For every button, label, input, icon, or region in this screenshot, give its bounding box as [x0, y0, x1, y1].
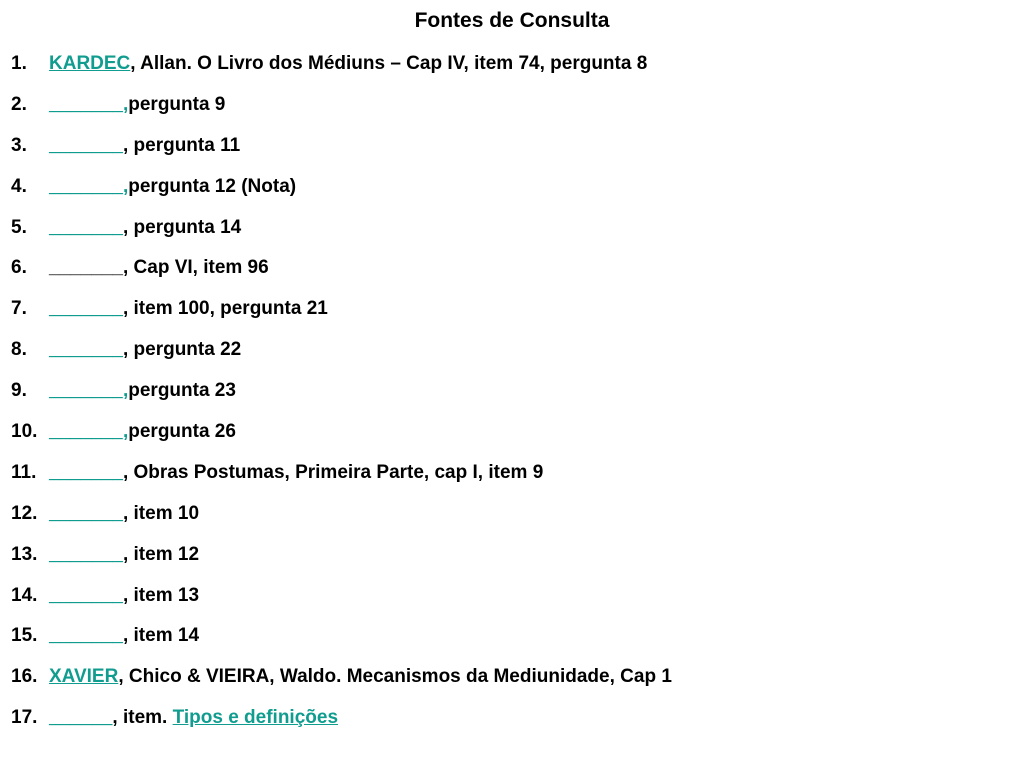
item-number: 7. [11, 298, 27, 320]
reference-item-16 [11, 664, 672, 705]
reference-text: , pergunta 11 [122, 134, 241, 156]
reference-text: pergunta 12 (Nota) [128, 175, 297, 197]
reference-item-2 [11, 92, 672, 133]
author-link-xavier[interactable]: XAVIER [49, 666, 119, 688]
item-number: 1. [11, 53, 27, 74]
item-number: 12. [11, 502, 38, 524]
reference-item-6 [11, 255, 672, 296]
item-number: 14. [11, 584, 38, 606]
item-number: 15. [11, 625, 38, 647]
tipos-e-definicoes-link[interactable]: Tipos e definições [172, 707, 339, 729]
ditto-link[interactable]: _______ [49, 298, 123, 320]
reference-text: , Chico & VIEIRA, Waldo. Mecanismos da Mediunidade, Cap 1 [118, 666, 672, 688]
reference-item-5 [11, 215, 672, 256]
item-number: 16. [11, 666, 38, 688]
ditto-link[interactable]: _______, [49, 93, 129, 115]
reference-text: , item 10 [122, 502, 200, 524]
reference-item-7 [11, 296, 672, 337]
reference-text: , Cap VI, item 96 [122, 257, 269, 279]
ditto-link[interactable]: _______ [49, 134, 123, 156]
ditto-link[interactable]: _______, [49, 421, 129, 443]
reference-text: pergunta 9 [128, 93, 226, 115]
reference-item-10 [11, 419, 672, 460]
reference-text: pergunta 23 [128, 380, 236, 402]
reference-list [11, 51, 672, 746]
ditto-link[interactable]: ______ [49, 707, 113, 729]
author-link-kardec[interactable]: KARDEC [49, 53, 131, 74]
reference-item-4 [11, 174, 672, 215]
ditto-link[interactable]: _______ [49, 216, 123, 238]
reference-item-13 [11, 542, 672, 583]
item-number: 8. [11, 339, 27, 361]
reference-item-11 [11, 460, 672, 501]
item-number: 2. [11, 93, 27, 115]
ditto-link[interactable]: _______ [49, 543, 123, 565]
reference-item-3 [11, 133, 672, 174]
reference-text: , pergunta 22 [122, 339, 242, 361]
reference-item-14 [11, 583, 672, 624]
ditto-link[interactable]: _______ [49, 461, 123, 483]
reference-item-8 [11, 337, 672, 378]
ditto-link[interactable]: _______ [49, 584, 123, 606]
ditto-link[interactable]: _______, [49, 175, 129, 197]
reference-item-12 [11, 501, 672, 542]
reference-text: , pergunta 14 [122, 216, 242, 238]
item-number: 10. [11, 421, 38, 443]
reference-item-17 [11, 705, 672, 746]
reference-text: , Allan. O Livro dos Médiuns – Cap IV, item 74, pergunta 8 [130, 53, 648, 74]
item-number: 3. [11, 134, 27, 156]
reference-text: pergunta 26 [128, 421, 236, 443]
reference-item-1 [11, 51, 672, 92]
ditto-link[interactable]: _______ [49, 339, 123, 361]
reference-text: , item. [112, 707, 173, 729]
reference-text: , item 13 [122, 584, 200, 606]
reference-text: , item 14 [122, 625, 200, 647]
item-number: 9. [11, 380, 27, 402]
item-number: 13. [11, 543, 38, 565]
reference-text: , item 100, pergunta 21 [122, 298, 328, 320]
item-number: 4. [11, 175, 27, 197]
ditto-link[interactable]: _______ [49, 625, 123, 647]
ditto-link[interactable]: _______ [49, 502, 123, 524]
reference-item-9 [11, 378, 672, 419]
ditto-link[interactable]: _______, [49, 380, 129, 402]
item-number: 6. [11, 257, 27, 279]
ditto-placeholder: _______ [49, 257, 123, 279]
page-title: Fontes de Consulta [414, 9, 610, 32]
reference-text: , item 12 [122, 543, 200, 565]
reference-item-15 [11, 623, 672, 664]
item-number: 5. [11, 216, 27, 238]
item-number: 17. [11, 707, 38, 729]
reference-text: , Obras Postumas, Primeira Parte, cap I, item 9 [122, 461, 544, 483]
item-number: 11. [11, 461, 37, 483]
